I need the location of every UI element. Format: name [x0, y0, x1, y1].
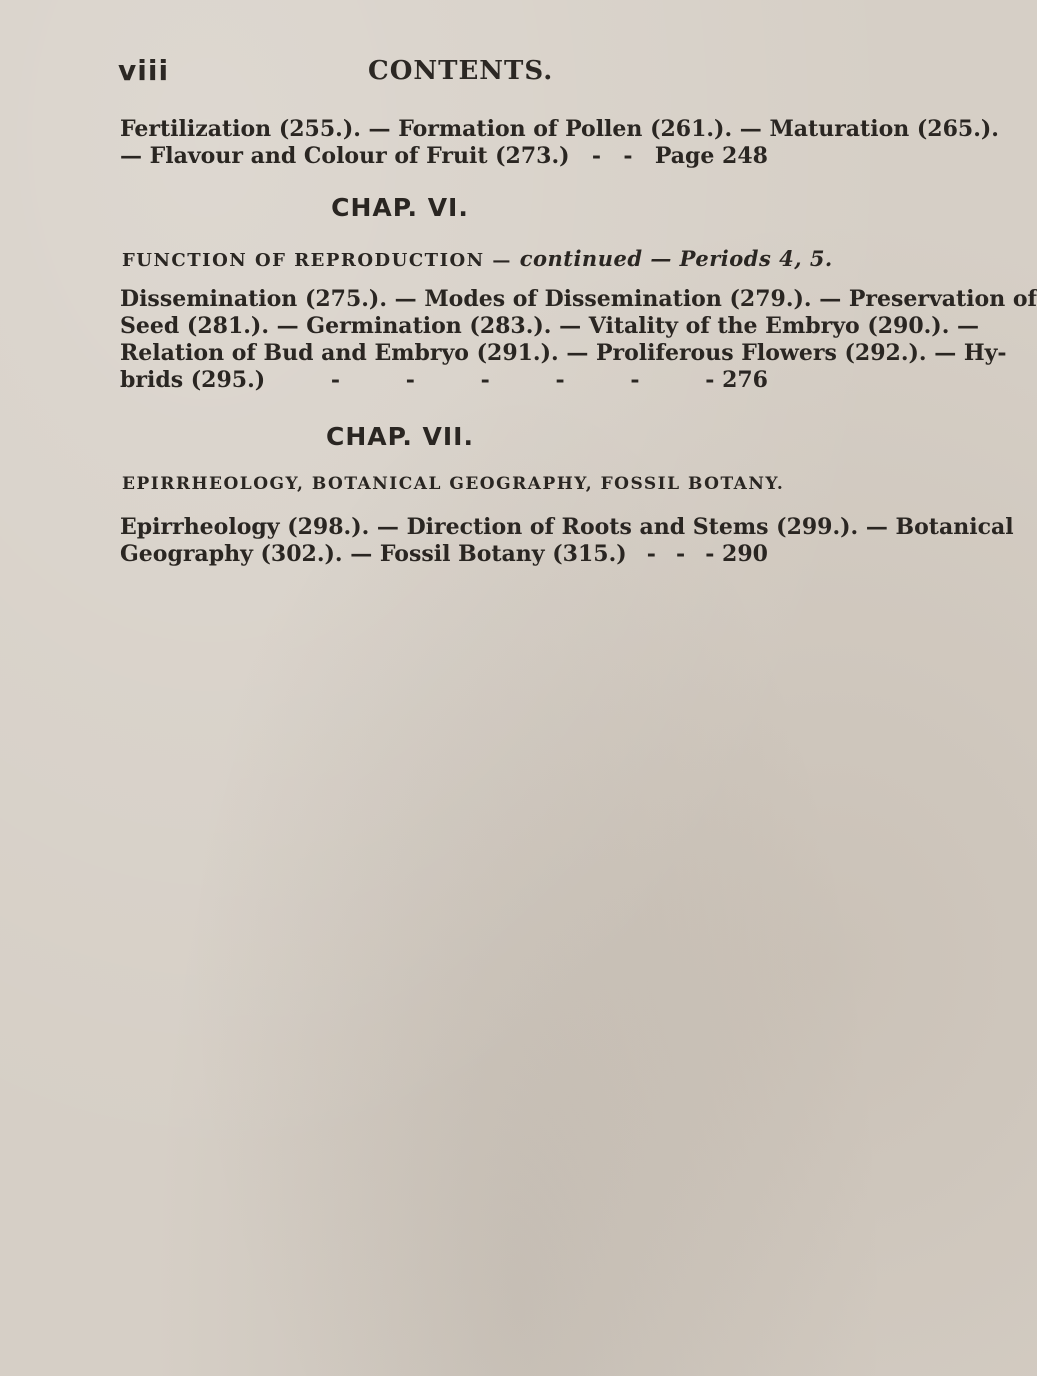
subheading-roman: FUNCTION OF REPRODUCTION — — [122, 250, 512, 271]
entry-line: Dissemination (275.). — Modes of Dissemination (279.). — Preservation of — [120, 286, 1037, 312]
chapter-subheading — [122, 246, 833, 271]
leader-dash: - — [591, 143, 602, 169]
entry-text: brids (295.) — [120, 367, 266, 393]
contents-entry-chap6 — [120, 286, 1037, 394]
entry-last-line — [120, 541, 768, 568]
chapter-subheading: EPIRRHEOLOGY, BOTANICAL GEOGRAPHY, FOSSIL BOTANY. — [122, 474, 785, 494]
chapter-heading: CHAP. VI. — [331, 193, 469, 222]
chapter-heading: CHAP. VII. — [325, 422, 474, 451]
leader-dash: - — [623, 143, 633, 169]
contents-entry-chap5-tail — [120, 116, 999, 170]
subheading-italic: continued — Periods 4, 5. — [519, 246, 833, 271]
entry-text: Geography (302.). — Fossil Botany (315.) — [120, 541, 627, 567]
running-title: CONTENTS. — [368, 56, 554, 86]
page-reference: - 276 — [705, 367, 768, 393]
page-number: viii — [118, 54, 170, 87]
leader-dash: - — [330, 367, 341, 393]
entry-line: Seed (281.). — Germination (283.). — Vitality of the Embryo (290.). — — [120, 313, 980, 339]
entry-text: — Flavour and Colour of Fruit (273.) — [120, 143, 570, 169]
contents-entry-chap7 — [120, 514, 1014, 568]
entry-last-line — [120, 367, 768, 394]
entry-line: Epirrheology (298.). — Direction of Roots and Stems (299.). — Botanical — [120, 514, 1014, 540]
entry-line: Fertilization (255.). — Formation of Pollen (261.). — Maturation (265.). — [120, 116, 999, 142]
leader-dash: - — [630, 367, 640, 393]
page-reference: Page 248 — [654, 143, 768, 169]
leader-dash: - — [646, 541, 656, 567]
running-head — [118, 54, 758, 90]
leader-dash: - — [405, 367, 415, 393]
leader-dash: - — [676, 541, 686, 567]
leader-dash: - — [555, 367, 565, 393]
page-reference: - 290 — [705, 541, 768, 567]
leader-dash: - — [480, 367, 490, 393]
entry-last-line — [120, 143, 768, 170]
entry-line: Relation of Bud and Embryo (291.). — Proliferous Flowers (292.). — Hy- — [120, 340, 1007, 366]
